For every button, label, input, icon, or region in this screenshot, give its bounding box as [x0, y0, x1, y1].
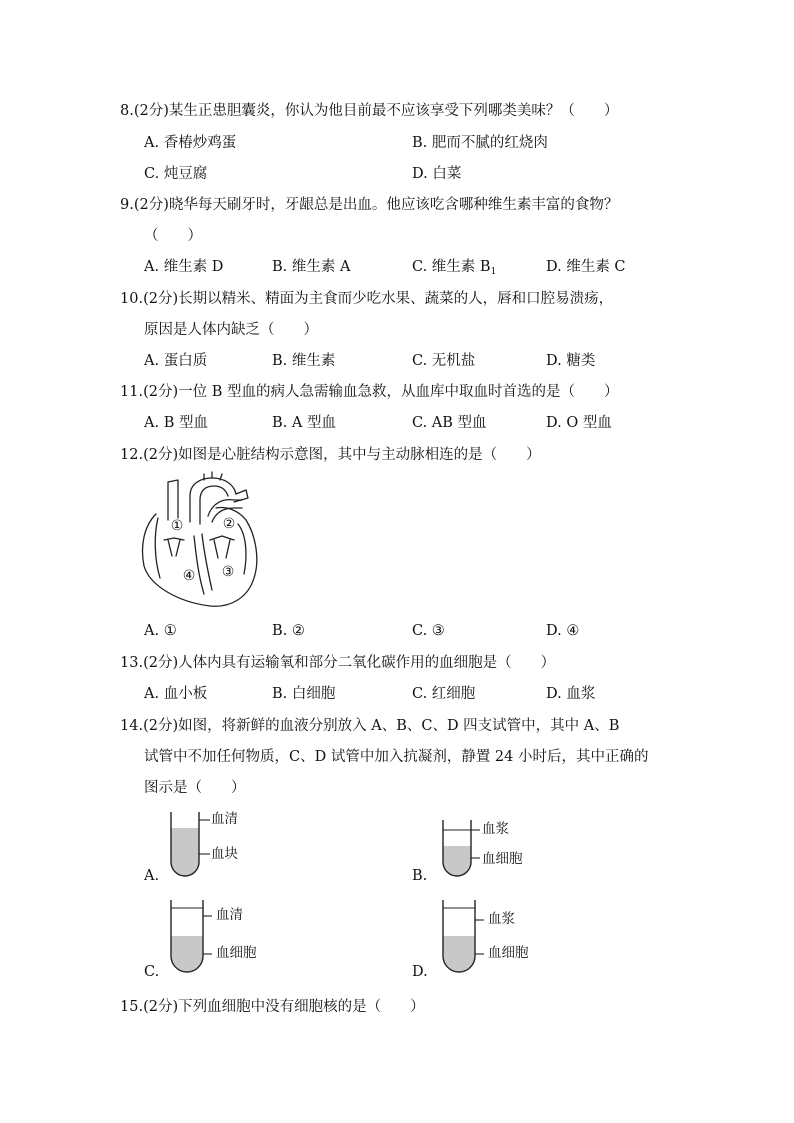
tube-c	[168, 898, 212, 976]
q9-option-d: D. 维生素 C	[546, 259, 626, 275]
tube-a-letter: A.	[144, 868, 160, 884]
q11-option-d: D. O 型血	[546, 415, 612, 431]
q13-option-c: C. 红细胞	[412, 686, 476, 702]
question-score: (2分)	[133, 103, 169, 119]
tube-b-bottom-label: 血细胞	[482, 851, 523, 867]
tube-a-top-label: 血清	[211, 811, 238, 827]
question-number: 8.	[120, 103, 134, 119]
q8-option-d: D. 白菜	[412, 166, 462, 182]
tube-c-bottom-label: 血细胞	[216, 945, 257, 961]
question-14-stem: 14.(2分)如图，将新鲜的血液分别放入 A、B、C、D 四支试管中，其中 A、B	[120, 718, 620, 734]
q12-option-a: A. ①	[144, 623, 177, 639]
question-14-stem-cont2: 图示是（ ）	[144, 780, 246, 796]
question-10-stem: 10.(2分)长期以精米、精面为主食而少吃水果、蔬菜的人，唇和口腔易溃疡，	[120, 291, 614, 307]
q10-option-a: A. 蛋白质	[144, 353, 208, 369]
heart-diagram	[138, 474, 263, 609]
heart-label-2: ②	[222, 516, 236, 532]
q9-option-b: B. 维生素 A	[272, 259, 351, 275]
q11-option-b: B. A 型血	[272, 415, 336, 431]
q10-option-c: C. 无机盐	[412, 353, 476, 369]
question-11-stem: 11.(2分)一位 B 型血的病人急需输血急救，从血库中取血时首选的是（ ）	[120, 384, 619, 400]
q9-option-a: A. 维生素 D	[144, 259, 224, 275]
tube-a-fill	[171, 828, 199, 876]
q13-option-a: A. 血小板	[144, 686, 208, 702]
q12-option-c: C. ③	[412, 623, 445, 639]
tube-b	[440, 818, 480, 880]
heart-label-4: ④	[182, 568, 196, 584]
tube-d	[440, 898, 484, 976]
tube-c-top-label: 血清	[216, 907, 243, 923]
q11-option-a: A. B 型血	[144, 415, 208, 431]
tube-a	[168, 810, 208, 880]
tube-d-bottom-label: 血细胞	[488, 945, 529, 961]
q13-option-b: B. 白细胞	[272, 686, 336, 702]
heart-label-1: ①	[170, 518, 184, 534]
q10-option-d: D. 糖类	[546, 353, 596, 369]
heart-label-3: ③	[221, 564, 235, 580]
tube-c-letter: C.	[144, 964, 160, 980]
tube-d-letter: D.	[412, 964, 428, 980]
question-text: 某生正患胆囊炎，你认为他目前最不应该享受下列哪类美味？（ ）	[168, 103, 619, 119]
question-8-stem	[120, 101, 618, 121]
tube-b-top-label: 血浆	[482, 821, 509, 837]
question-9-stem: 9.(2分)晓华每天刷牙时，牙龈总是出血。他应该吃含哪种维生素丰富的食物？	[120, 197, 619, 213]
question-15-stem: 15.(2分)下列血细胞中没有细胞核的是（ ）	[120, 999, 425, 1015]
septum	[194, 536, 204, 594]
q11-option-c: C. AB 型血	[412, 415, 487, 431]
q8-option-c: C. 炖豆腐	[144, 166, 208, 182]
question-14-stem-cont: 试管中不加任何物质，C、D 试管中加入抗凝剂，静置 24 小时后，其中正确的	[144, 749, 649, 765]
tube-a-bottom-label: 血块	[211, 846, 238, 862]
q12-option-b: B. ②	[272, 623, 305, 639]
q8-option-a: A. 香椿炒鸡蛋	[144, 135, 237, 151]
q8-option-b: B. 肥而不腻的红烧肉	[412, 135, 548, 151]
tube-d-top-label: 血浆	[488, 911, 515, 927]
question-12-stem: 12.(2分)如图是心脏结构示意图，其中与主动脉相连的是（ ）	[120, 447, 541, 463]
q13-option-d: D. 血浆	[546, 686, 596, 702]
q9-option-c: C. 维生素 $B_1$	[412, 259, 497, 277]
tube-b-letter: B.	[412, 868, 428, 884]
question-13-stem: 13.(2分)人体内具有运输氧和部分二氧化碳作用的血细胞是（ ）	[120, 655, 556, 671]
question-9-stem-cont: （ ）	[144, 228, 202, 244]
question-10-stem-cont: 原因是人体内缺乏（ ）	[144, 322, 318, 338]
vena-cava	[168, 480, 178, 520]
q10-option-b: B. 维生素	[272, 353, 336, 369]
q12-option-d: D. ④	[546, 623, 580, 639]
